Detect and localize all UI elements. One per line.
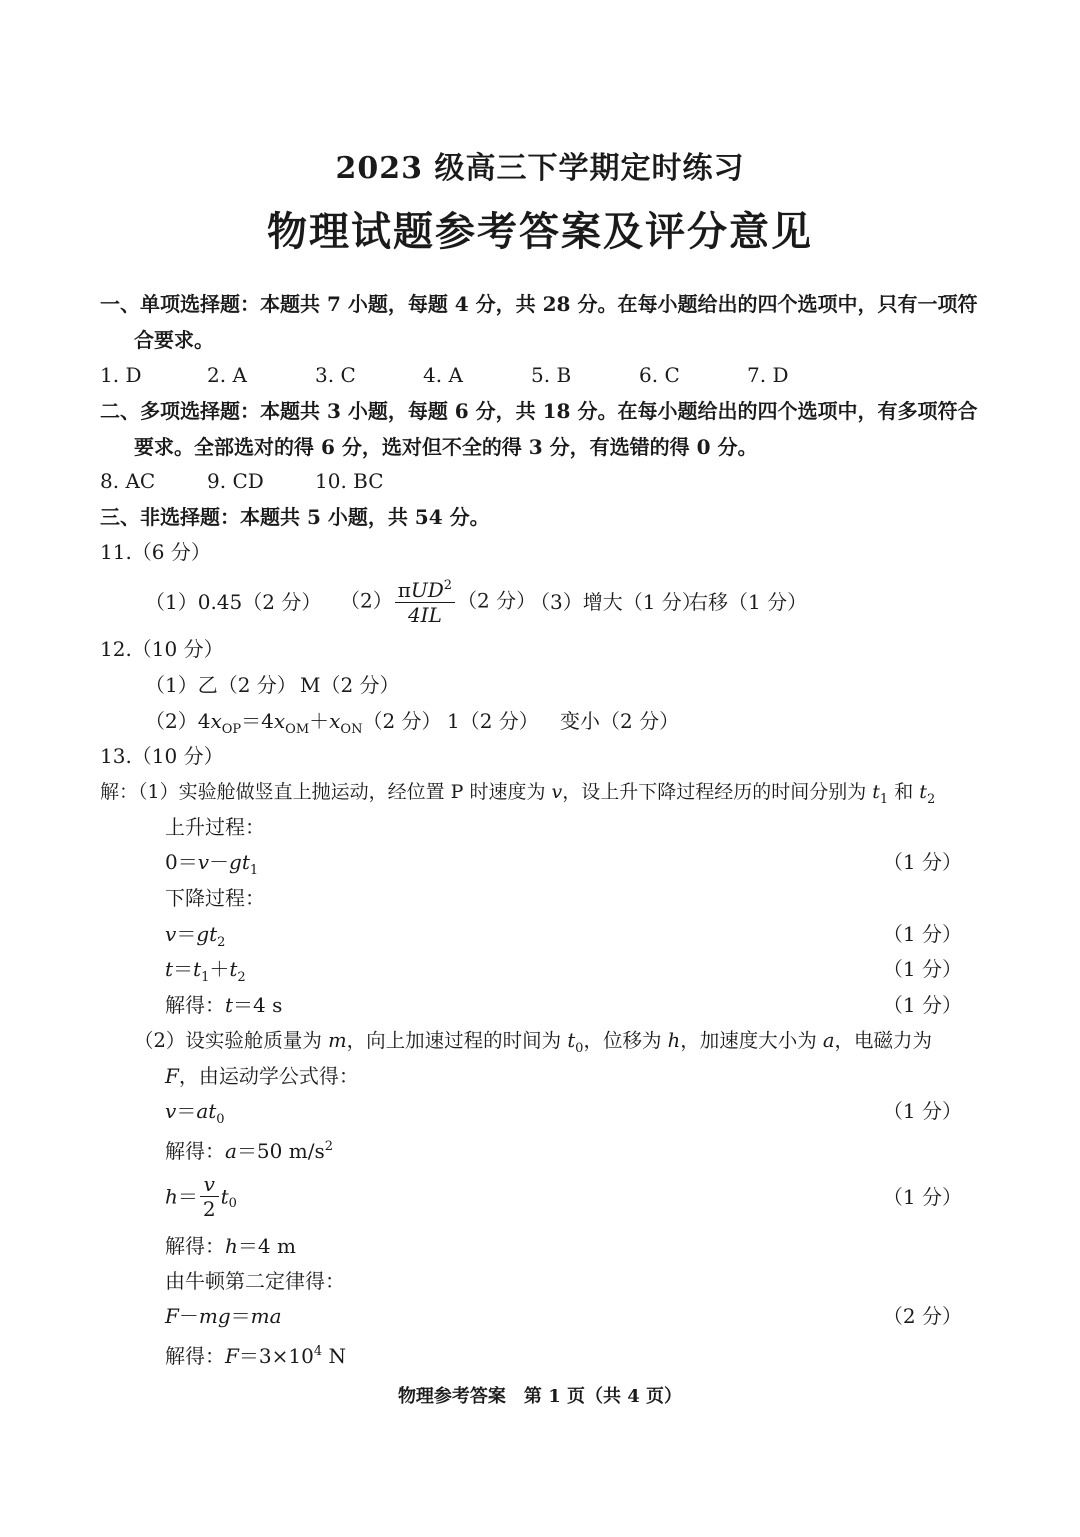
q13-part2-intro-cont: F，由运动学公式得： [165, 1064, 359, 1088]
q13-eq2-score: （1 分） [882, 922, 962, 946]
q13-rise-label: 上升过程： [165, 815, 265, 839]
q13-eq1: $0=v-gt_1$ [165, 850, 259, 878]
answer-7: 7. D [747, 363, 789, 387]
q13-eq5: h＝ $\frac{v}{2}$ $t_0$ [165, 1172, 237, 1221]
q13-newton-label: 由牛顿第二定律得： [165, 1269, 345, 1293]
exam-title: 2023 级高三下学期定时练习 [335, 151, 745, 186]
answer-4: 4. A [423, 363, 463, 387]
q13-eq3-score: （1 分） [882, 957, 962, 981]
answer-9: 9. CD [207, 469, 264, 493]
q12-part2b: 1（2 分） [447, 709, 539, 733]
section3-heading: 三、非选择题：本题共 5 小题，共 54 分。 [100, 505, 490, 529]
q13-solution2: 解得：a＝50 $m/s^2$ [165, 1139, 333, 1163]
section2-heading: 二、多项选择题：本题共 3 小题，每题 6 分，共 18 分。在每小题给出的四个选项中，有多项符合 [100, 399, 978, 423]
answer-1: 1. D [100, 363, 142, 387]
q12-part2-equation: $(2)4x_{OP}=4x_{OM}+x_{ON}(2$ 分） [145, 709, 442, 737]
section2-heading-cont: 要求。全部选对的得 6 分，选对但不全的得 3 分，有选错的得 0 分。 [134, 435, 758, 459]
q13-eq5-fraction: $\frac{v}{2}$ [200, 1172, 219, 1221]
q13-eq2: $v=gt_2$ [165, 922, 226, 950]
answer-10: 10. BC [315, 469, 384, 493]
q13-label: 13.（10 分） [100, 744, 224, 768]
q12-part1a: （1）乙（2 分） [145, 673, 297, 697]
q12-part1b: M（2 分） [300, 673, 400, 697]
q13-solution1-score: （1 分） [882, 993, 962, 1017]
q11-part2: （2） $\frac{\pi UD^2}{4IL}$ （2 分） [340, 574, 536, 627]
q11-part3: （3）增大（1 分） [530, 590, 702, 614]
answer-5: 5. B [531, 363, 572, 387]
q13-solution3: 解得：h＝4 m [165, 1234, 296, 1258]
q13-intro: 解：（1）实验舱做竖直上抛运动，经位置 P 时速度为 v，设上升下降过程经历的时间分别为 $t_1$ 和 $t_2$ [100, 781, 936, 807]
answer-8: 8. AC [100, 469, 156, 493]
answer-3: 3. C [315, 363, 356, 387]
q13-part2-intro: （2）设实验舱质量为 m，向上加速过程的时间为 $t_0$，位移为 h，加速度大小为 a，电磁力为 [134, 1029, 933, 1056]
q12-part2c: 变小（2 分） [560, 709, 680, 733]
answer-6: 6. C [639, 363, 680, 387]
section1-heading-cont: 合要求。 [134, 328, 214, 352]
q13-eq6: F－mg＝ma [165, 1304, 282, 1328]
q11-fraction: $\frac{\pi UD^2}{4IL}$ [395, 574, 455, 627]
q11-label: 11.（6 分） [100, 540, 211, 564]
q11-part1: （1）0.45（2 分） [145, 590, 322, 614]
q13-eq1-score: （1 分） [882, 850, 962, 874]
q12-label: 12.（10 分） [100, 637, 224, 661]
q13-solution1: 解得：t＝4 s [165, 993, 283, 1017]
answer-2: 2. A [207, 363, 247, 387]
q13-eq6-score: （2 分） [882, 1304, 962, 1328]
q13-eq4: $v=at_0$ [165, 1099, 225, 1127]
q13-eq4-score: （1 分） [882, 1099, 962, 1123]
document-title: 物理试题参考答案及评分意见 [267, 208, 813, 255]
q13-solution4: 解得：$F=3\times 10^4$ N [165, 1344, 346, 1368]
q13-fall-label: 下降过程： [165, 886, 265, 910]
q13-eq5-score: （1 分） [882, 1185, 962, 1209]
page-footer: 物理参考答案 第 1 页（共 4 页） [397, 1386, 683, 1407]
q13-eq3: $t=t_1+t_2$ [165, 957, 246, 985]
section1-heading: 一、单项选择题：本题共 7 小题，每题 4 分，共 28 分。在每小题给出的四个选项中，只有一项符 [100, 292, 978, 316]
q11-part4: 右移（1 分） [688, 590, 808, 614]
